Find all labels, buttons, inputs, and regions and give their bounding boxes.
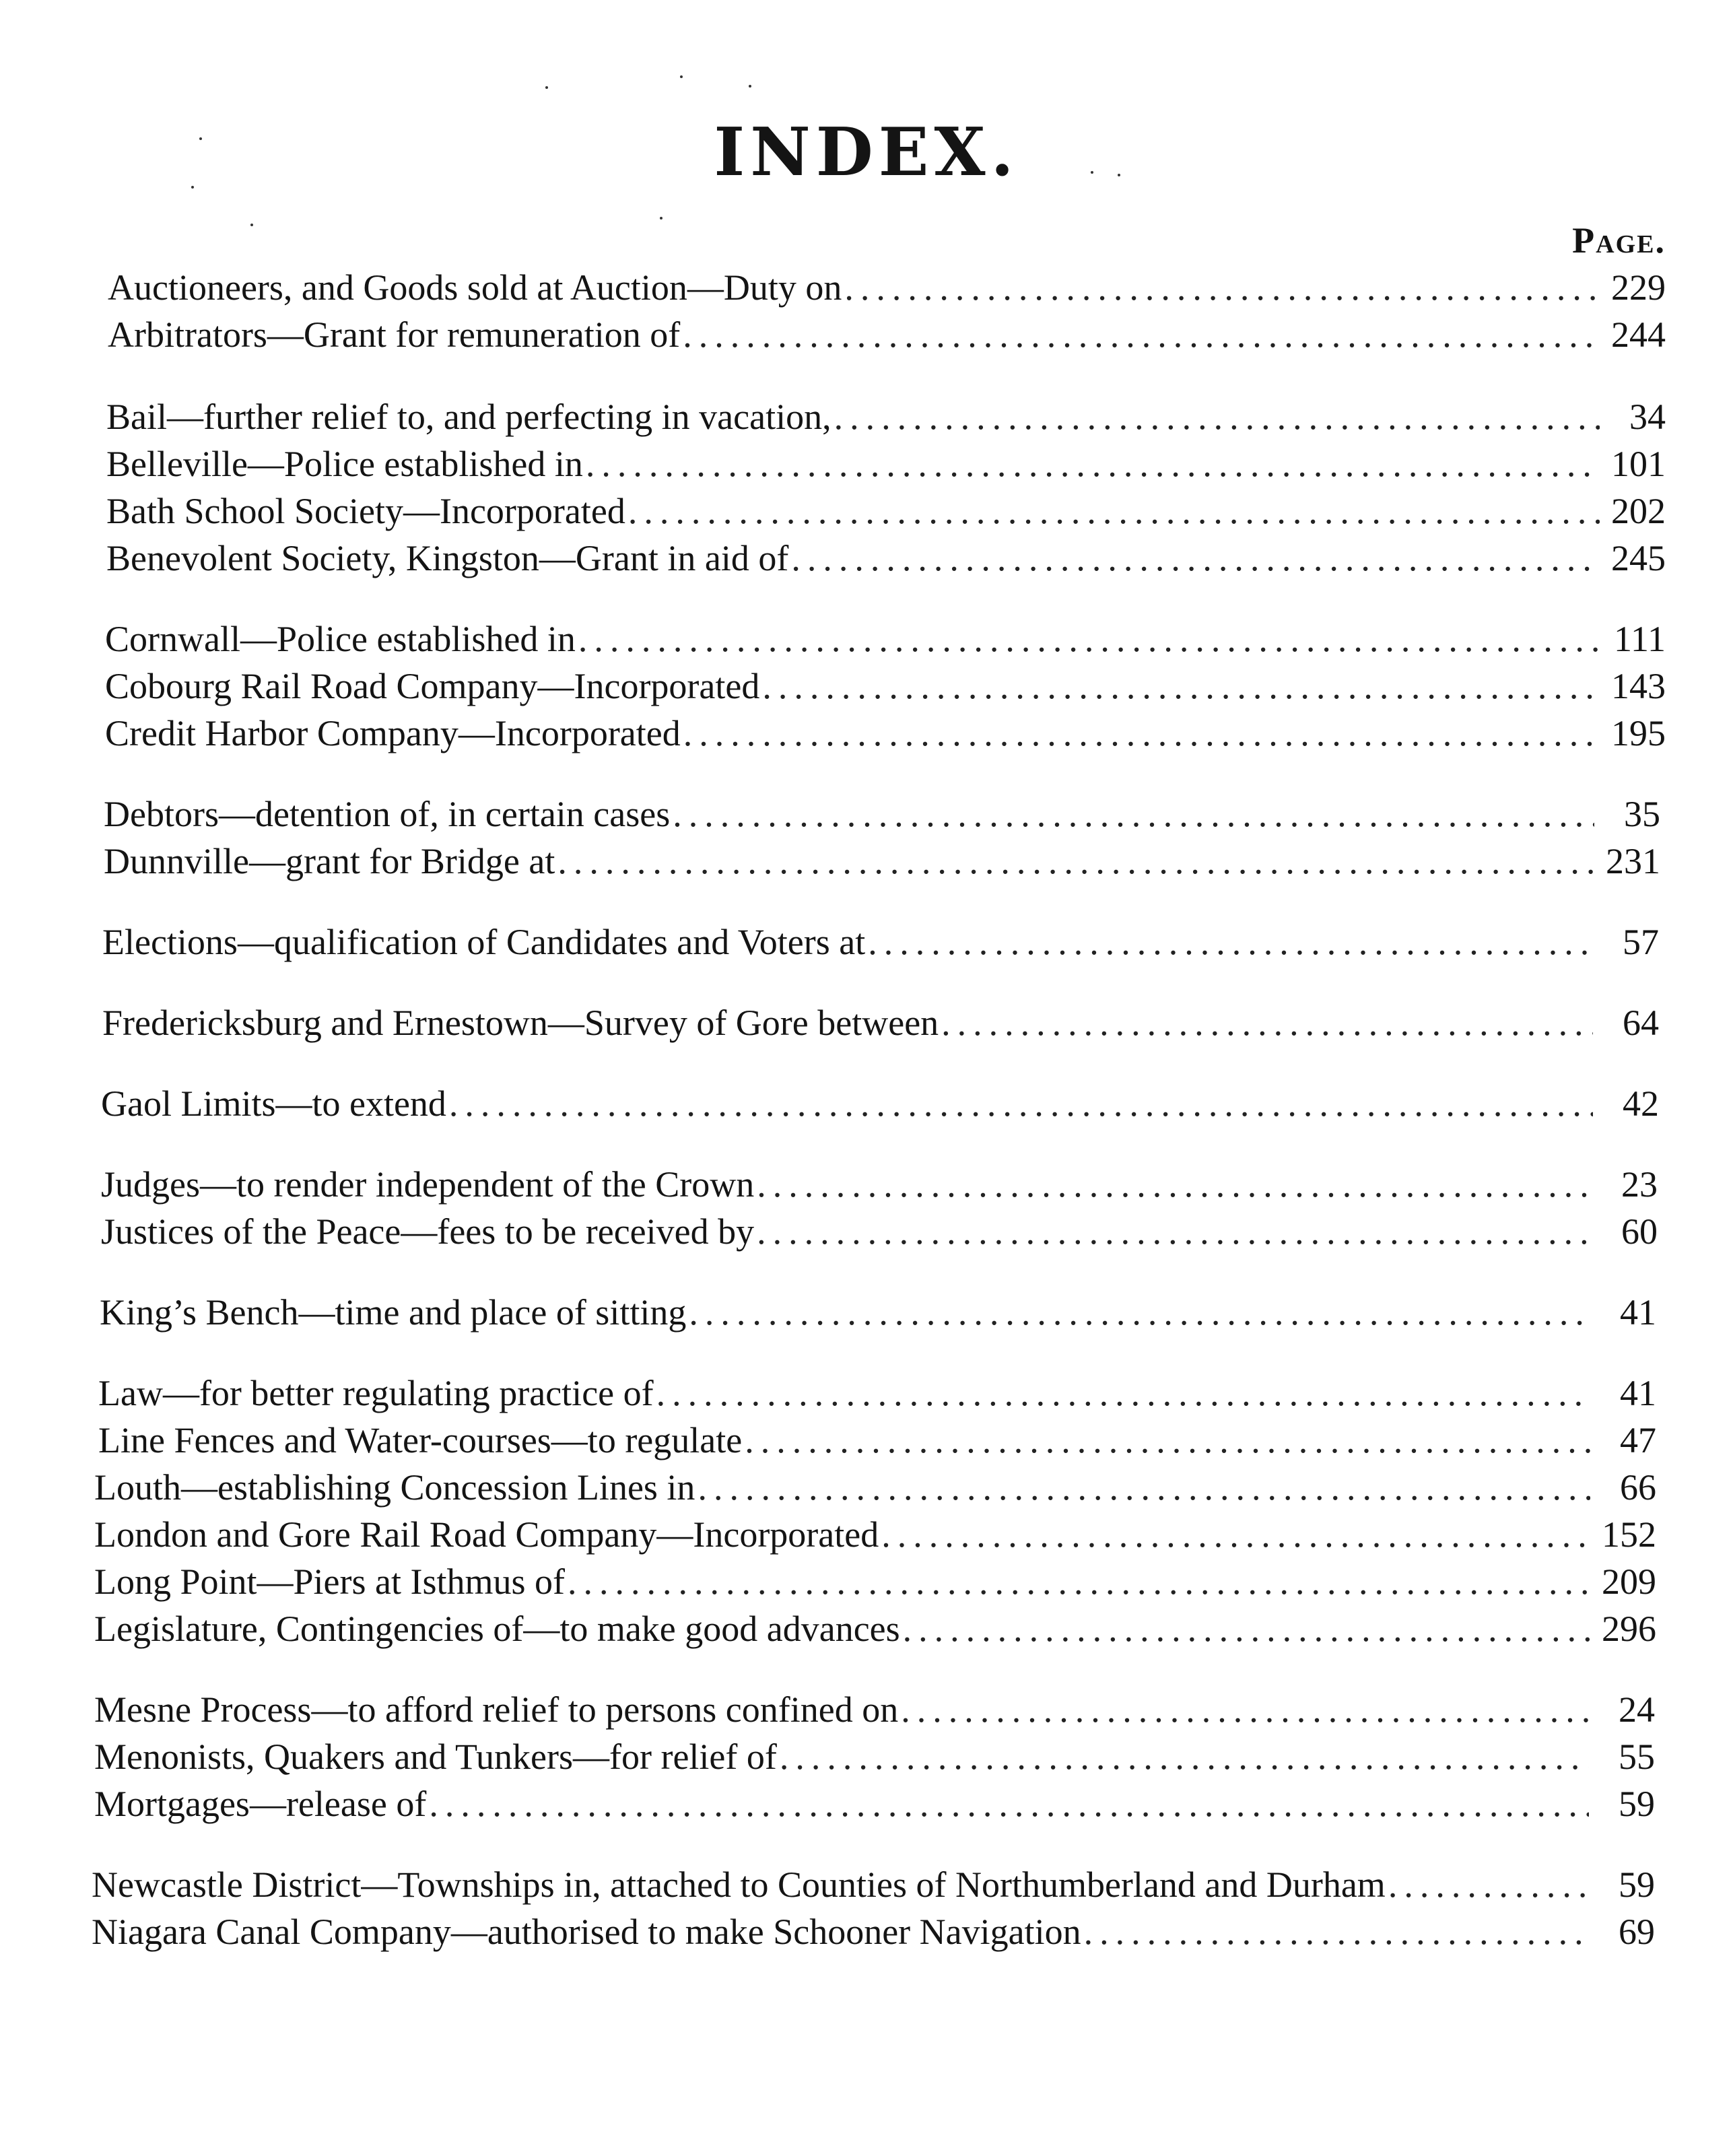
entry-page-number: 111 [1614, 619, 1666, 659]
entry-text: London and Gore Rail Road Company—Incorporated [94, 1514, 879, 1555]
entry-page-number: 66 [1620, 1467, 1656, 1508]
entry-page-number: 69 [1619, 1912, 1655, 1952]
dot-leader [881, 1511, 1590, 1558]
entry-text: Newcastle District—Townships in, attached to Counties of Northumberland and Durham [92, 1864, 1386, 1905]
index-entry [105, 663, 1666, 710]
dot-leader [868, 918, 1593, 966]
scan-speck [250, 224, 253, 226]
index-entry [105, 710, 1666, 757]
index-entry [108, 311, 1666, 358]
scan-speck [199, 137, 202, 140]
index-entry [94, 1733, 1655, 1780]
entry-page-number: 34 [1629, 397, 1666, 437]
index-entry [102, 999, 1659, 1046]
entry-text: Gaol Limits—to extend [101, 1083, 446, 1124]
entry-page-number: 195 [1611, 713, 1666, 753]
dot-leader [1388, 1861, 1589, 1908]
scan-speck [749, 85, 751, 88]
entry-text: Line Fences and Water-courses—to regulate [98, 1420, 743, 1460]
scan-speck [1091, 171, 1093, 174]
entry-page-number: 152 [1602, 1514, 1656, 1555]
index-entry [92, 1861, 1655, 1908]
entry-text: Auctioneers, and Goods sold at Auction—Duty on [108, 267, 842, 308]
entry-page-number: 59 [1619, 1864, 1655, 1905]
dot-leader [745, 1417, 1590, 1464]
entry-page-number: 209 [1602, 1561, 1656, 1602]
index-entry [106, 393, 1666, 440]
entry-text: Niagara Canal Company—authorised to make Schooner Navigation [92, 1912, 1081, 1952]
index-entry [94, 1558, 1656, 1605]
entry-text: Judges—to render independent of the Crown [101, 1164, 755, 1205]
dot-leader [429, 1780, 1589, 1827]
dot-leader [698, 1464, 1590, 1511]
entry-text: Justices of the Peace—fees to be received by [101, 1211, 755, 1252]
entry-page-number: 244 [1611, 314, 1666, 355]
dot-leader [683, 710, 1600, 757]
index-entry [101, 1080, 1659, 1127]
index-entry [108, 264, 1666, 311]
entry-page-number: 101 [1611, 444, 1666, 484]
scan-speck [660, 217, 662, 220]
dot-leader [689, 1289, 1590, 1336]
dot-leader [941, 999, 1593, 1046]
entry-text: Louth—establishing Concession Lines in [94, 1467, 695, 1508]
dot-leader [780, 1733, 1589, 1780]
dot-leader [834, 393, 1600, 440]
scan-speck [680, 75, 683, 78]
index-entry [106, 440, 1666, 487]
index-entry [94, 1686, 1655, 1733]
entry-page-number: 47 [1620, 1420, 1656, 1460]
entry-text: King’s Bench—time and place of sitting [100, 1292, 687, 1333]
entry-text: Mortgages—release of [94, 1784, 427, 1824]
entry-page-number: 57 [1623, 922, 1659, 962]
entry-page-number: 143 [1611, 666, 1666, 706]
entry-text: Arbitrators—Grant for remuneration of [108, 314, 681, 355]
dot-leader [578, 615, 1600, 663]
index-entry [98, 1417, 1656, 1464]
scan-speck [191, 186, 194, 189]
index-entry [104, 838, 1660, 885]
index-entry [100, 1289, 1656, 1336]
index-entry [94, 1780, 1655, 1827]
scan-speck [1118, 174, 1120, 176]
index-entry [94, 1464, 1656, 1511]
entry-text: Debtors—detention of, in certain cases [104, 794, 671, 834]
entry-text: Bath School Society—Incorporated [106, 491, 625, 531]
entry-text: Benevolent Society, Kingston—Grant in aid of [106, 538, 789, 578]
entry-page-number: 202 [1611, 491, 1666, 531]
entry-text: Law—for better regulating practice of [98, 1373, 654, 1413]
entry-text: Credit Harbor Company—Incorporated [105, 713, 681, 753]
entry-text: Dunnville—grant for Bridge at [104, 841, 555, 881]
dot-leader [673, 790, 1594, 838]
entry-text: Elections—qualification of Candidates and Voters at [102, 922, 866, 962]
entry-page-number: 296 [1602, 1609, 1656, 1649]
dot-leader [757, 1161, 1592, 1208]
index-entry [94, 1511, 1656, 1558]
entry-text: Belleville—Police established in [106, 444, 583, 484]
entry-page-number: 64 [1623, 1003, 1659, 1043]
dot-leader [568, 1558, 1590, 1605]
index-entry [106, 535, 1666, 582]
entry-text: Long Point—Piers at Isthmus of [94, 1561, 565, 1602]
index-entry [105, 615, 1666, 663]
entry-page-number: 231 [1606, 841, 1660, 881]
entry-page-number: 41 [1620, 1373, 1656, 1413]
entry-page-number: 245 [1611, 538, 1666, 578]
entry-page-number: 23 [1621, 1164, 1658, 1205]
index-entry [102, 918, 1659, 966]
dot-leader [1084, 1908, 1589, 1955]
dot-leader [683, 311, 1600, 358]
entry-page-number: 59 [1619, 1784, 1655, 1824]
dot-leader [757, 1208, 1592, 1255]
index-title: INDEX. [714, 114, 1019, 191]
entry-page-number: 229 [1611, 267, 1666, 308]
index-entry [101, 1161, 1658, 1208]
dot-leader [791, 535, 1600, 582]
dot-leader [628, 487, 1600, 535]
dot-leader [903, 1605, 1590, 1652]
dot-leader [449, 1080, 1593, 1127]
index-entry [92, 1908, 1655, 1955]
index-entry [98, 1370, 1656, 1417]
entry-text: Legislature, Contingencies of—to make good advances [94, 1609, 900, 1649]
entry-page-number: 41 [1620, 1292, 1656, 1333]
scan-speck [545, 86, 548, 89]
dot-leader [844, 264, 1600, 311]
entry-text: Bail—further relief to, and perfecting in vacation, [106, 397, 831, 437]
entry-page-number: 42 [1623, 1083, 1659, 1124]
index-entry [101, 1208, 1658, 1255]
entry-page-number: 24 [1619, 1689, 1655, 1730]
index-entry [94, 1605, 1656, 1652]
dot-leader [586, 440, 1600, 487]
index-entry [104, 790, 1660, 838]
dot-leader [901, 1686, 1589, 1733]
page-column-heading: Page. [1572, 220, 1666, 261]
entry-page-number: 55 [1619, 1737, 1655, 1777]
entry-text: Cobourg Rail Road Company—Incorporated [105, 666, 760, 706]
dot-leader [762, 663, 1600, 710]
entry-text: Cornwall—Police established in [105, 619, 576, 659]
entry-text: Mesne Process—to afford relief to persons confined on [94, 1689, 899, 1730]
entry-text: Menonists, Quakers and Tunkers—for relief of [94, 1737, 777, 1777]
entry-page-number: 60 [1621, 1211, 1658, 1252]
index-entry [106, 487, 1666, 535]
entry-text: Fredericksburg and Ernestown—Survey of Gore between [102, 1003, 939, 1043]
dot-leader [557, 838, 1594, 885]
dot-leader [656, 1370, 1590, 1417]
entry-page-number: 35 [1624, 794, 1660, 834]
